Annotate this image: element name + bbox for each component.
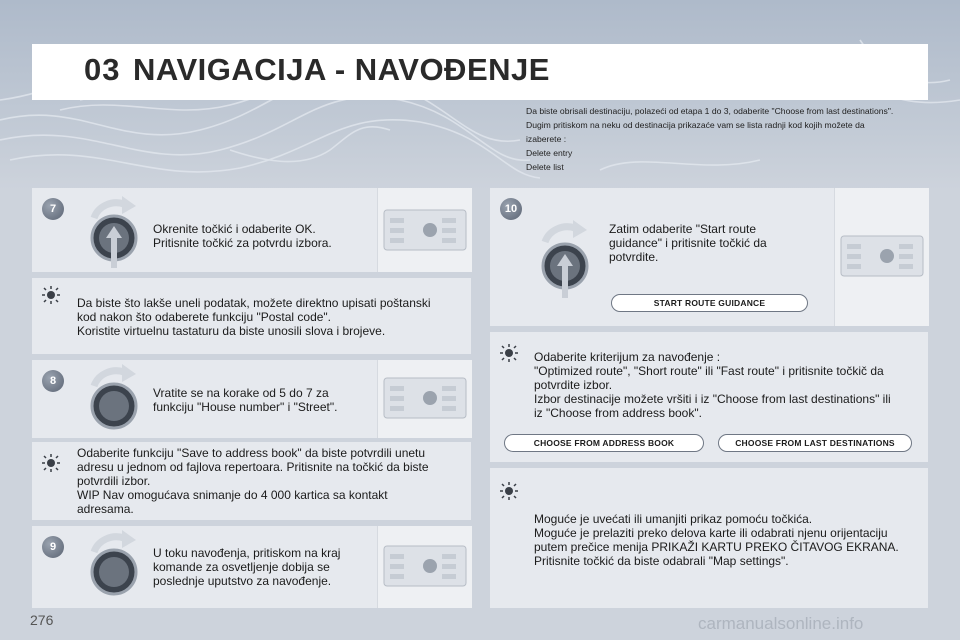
tip-text-line: Moguće je prelaziti preko delova karte ili odabrati njenu orijentaciju [534,526,888,540]
step-text-line: guidance" i pritisnite točkić da [609,236,767,250]
chapter-number: 03 [84,52,121,87]
step-9-panel [32,526,471,608]
step-7-panel [32,188,471,272]
tip-text-line: Koristite virtuelnu tastaturu da biste unosili slova i brojeve. [77,324,386,338]
dashboard-thumbnail [834,188,929,326]
tip-panel-2 [32,442,471,520]
info-line: Delete list [526,162,564,172]
choose-from-address-book-button[interactable]: CHOOSE FROM ADDRESS BOOK [504,434,704,452]
tip-text-line: potvrdite izbor. [534,378,613,392]
dashboard-thumbnail [377,360,472,438]
step-text-line: poslednje uputstvo za navođenje. [153,574,332,588]
lightbulb-tip-icon [500,344,518,362]
info-line: Dugim pritiskom na neku od destinacija prikazaće vam se lista radnji kod kojih možete da [526,120,865,130]
page-title: NAVIGACIJA - NAVOĐENJE [133,52,550,87]
tip-text-line: potvrdili izbor. [77,474,151,488]
tip-text-line: Pritisnite točkić da biste odabrali "Map settings". [534,554,789,568]
lightbulb-tip-icon [42,286,60,304]
tip-text-line: "Optimized route", "Short route" ili "Fast route" i pritisnite točkič da [534,364,884,378]
step-8-panel [32,360,471,438]
tip-text-line: Da biste što lakše uneli podatak, možete direktno upisati poštanski [77,296,431,310]
step-number-badge: 10 [500,198,522,220]
step-text-line: U toku navođenja, pritiskom na kraj [153,546,341,560]
rotary-knob-icon [84,530,148,604]
info-line: izaberete : [526,134,567,144]
step-10-panel [490,188,928,326]
info-line: Da biste obrisali destinaciju, polazeći od etapa 1 do 3, odaberite "Choose from last destinations". [526,106,894,116]
tip-text-line: Odaberite funkciju "Save to address book" da biste potvrdili unetu [77,446,426,460]
tip-text-line: adresu u jednom od fajlova repertoara. Pritisnite na točkić da biste [77,460,429,474]
step-text-line: Pritisnite točkić za potvrdu izbora. [153,236,332,250]
step-text-line: Okrenite točkić i odaberite OK. [153,222,316,236]
watermark: carmanualsonline.info [698,614,864,633]
tip-panel-3 [490,332,928,462]
tip-panel-4 [490,468,928,608]
tip-text-line: Odaberite kriterijum za navođenje : [534,350,721,364]
start-route-guidance-button[interactable]: START ROUTE GUIDANCE [611,294,808,312]
info-line: Delete entry [526,148,573,158]
step-text-line: potvrdite. [609,250,659,264]
step-text-line: Zatim odaberite "Start route [609,222,756,236]
tip-text-line: kod nakon što odaberete funkciju "Postal code". [77,310,332,324]
choose-from-last-destinations-button[interactable]: CHOOSE FROM LAST DESTINATIONS [718,434,912,452]
page-number: 276 [30,612,54,628]
rotary-knob-icon [535,220,599,300]
tip-text-line: adresama. [77,502,134,516]
rotary-knob-icon [84,364,148,438]
tip-text-line: Izbor destinacije možete vršiti i iz "Choose from last destinations" ili [534,392,891,406]
step-text-line: Vratite se na korake od 5 do 7 za [153,386,329,400]
step-text-line: funkciju "House number" i "Street". [153,400,338,414]
tip-panel-1 [32,278,471,354]
tip-text-line: WIP Nav omogućava snimanje do 4 000 kartica sa kontakt [77,488,388,502]
tip-text-line: Moguće je uvećati ili umanjiti prikaz pomoću točkića. [534,512,813,526]
tip-text-line: iz "Choose from address book". [534,406,702,420]
step-number-badge: 9 [42,536,64,558]
dashboard-thumbnail [377,526,472,608]
tip-text-line: putem prečice menija PRIKAŽI KARTU PREKO ČITAVOG EKRANA. [534,540,899,554]
rotary-knob-icon [84,196,148,270]
lightbulb-tip-icon [42,454,60,472]
step-text-line: komande za osvetljenje dobija se [153,560,330,574]
info-box [526,104,928,178]
dashboard-thumbnail [377,188,472,272]
step-number-badge: 8 [42,370,64,392]
lightbulb-tip-icon [500,482,518,500]
step-number-badge: 7 [42,198,64,220]
